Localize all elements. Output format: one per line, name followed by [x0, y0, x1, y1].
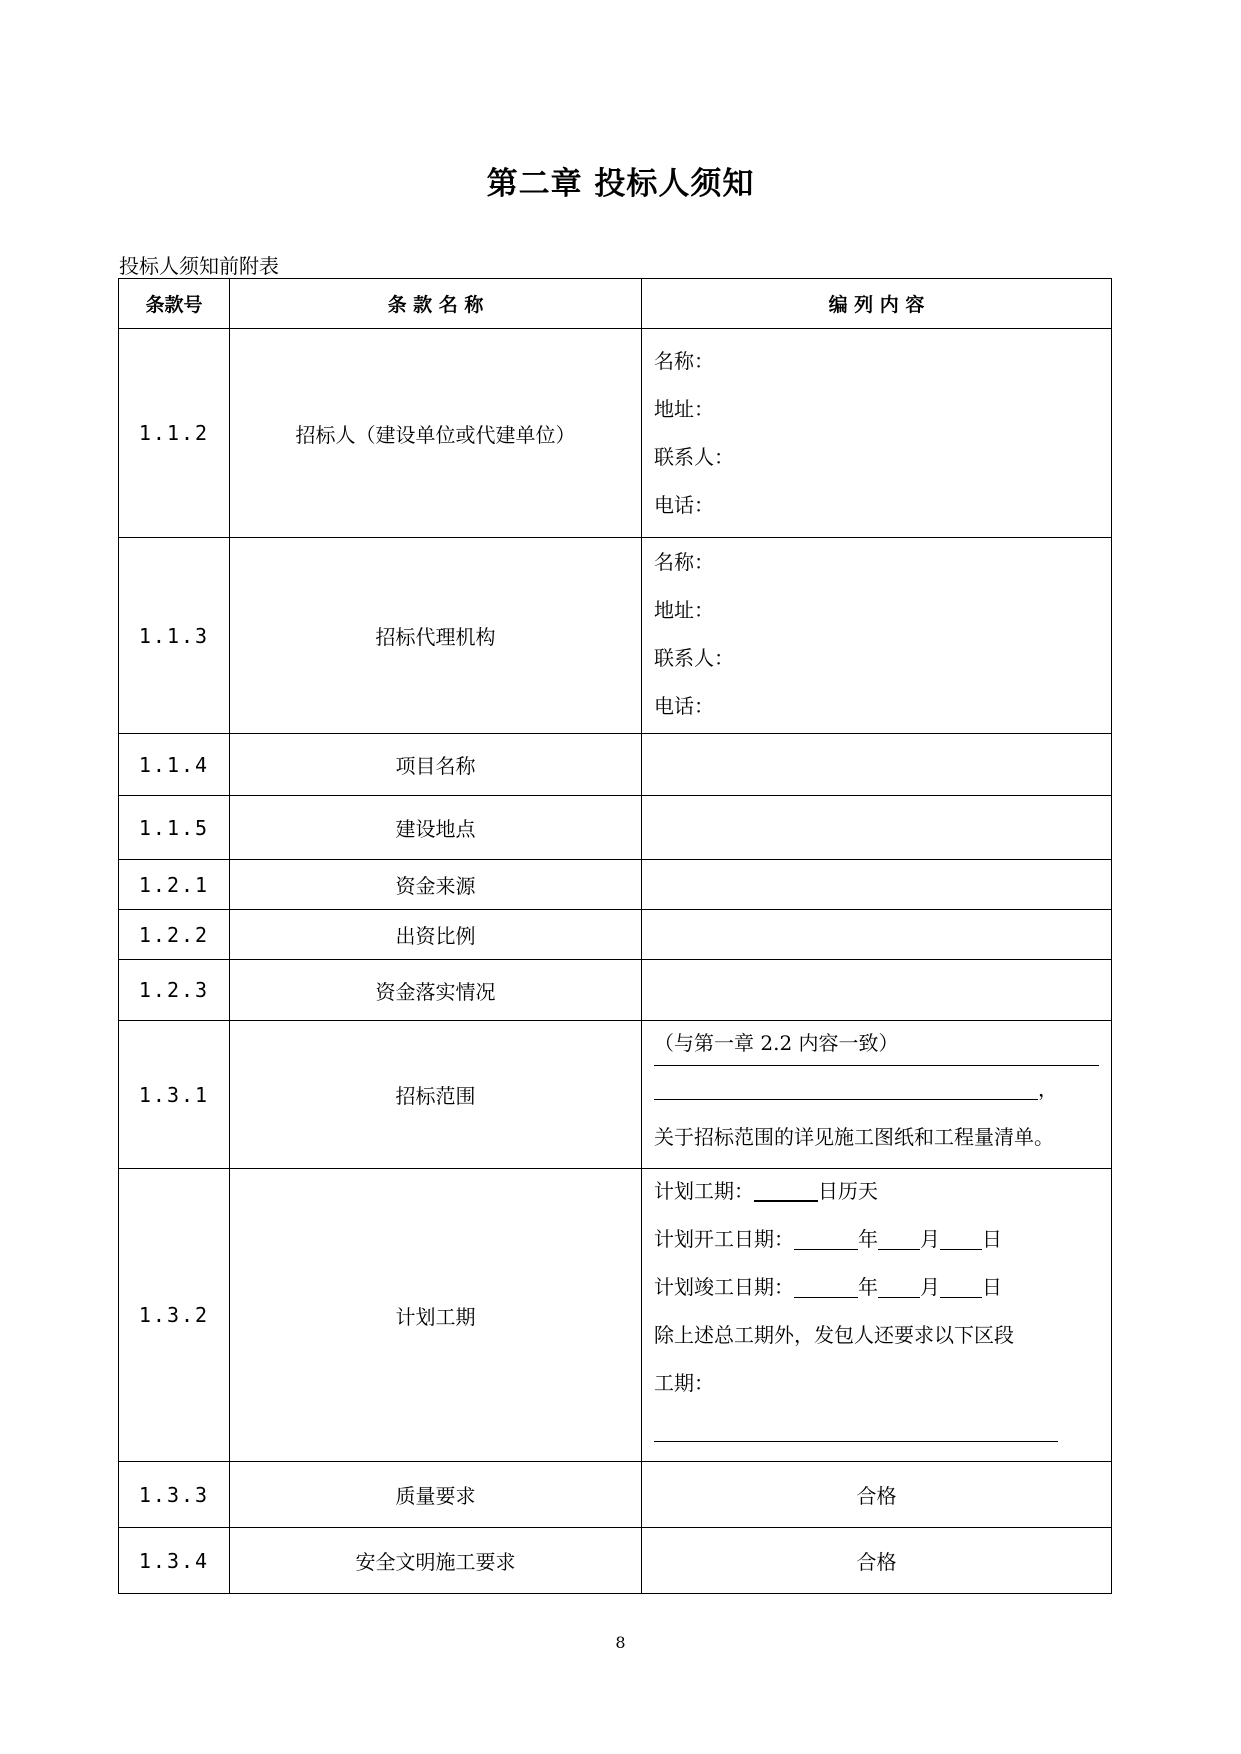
clause-content [642, 734, 1112, 796]
clause-name: 建设地点 [230, 796, 642, 860]
content-line: 名称： [654, 349, 714, 373]
blank-line [878, 1275, 920, 1298]
content-line: 电话： [654, 493, 714, 517]
table-row [119, 1462, 1112, 1528]
clause-number: 1.1.4 [119, 734, 230, 796]
content-line: 联系人： [654, 646, 734, 670]
clause-content [642, 1169, 1112, 1462]
content-line: 地址： [654, 397, 714, 421]
clause-name: 质量要求 [230, 1462, 642, 1528]
clause-number: 1.2.2 [119, 910, 230, 960]
start-date-label: 计划开工日期： [654, 1227, 794, 1251]
clause-content [642, 796, 1112, 860]
clause-content: 合格 [642, 1462, 1112, 1528]
clause-content [642, 960, 1112, 1021]
table-row [119, 1169, 1112, 1462]
table-row [119, 1528, 1112, 1594]
page-title: 第二章 投标人须知 [486, 166, 755, 202]
table-row [119, 329, 1112, 538]
clause-number: 1.2.3 [119, 960, 230, 1021]
content-line: 除上述总工期外，发包人还要求以下区段 [654, 1323, 1014, 1347]
clause-name: 招标代理机构 [230, 538, 642, 734]
clause-number: 1.1.3 [119, 538, 230, 734]
content-line: 关于招标范围的详见施工图纸和工程量清单。 [654, 1125, 1054, 1149]
clause-name: 出资比例 [230, 910, 642, 960]
table-row [119, 538, 1112, 734]
table-row [119, 734, 1112, 796]
clause-number: 1.3.3 [119, 1462, 230, 1528]
bidder-instructions-table [118, 278, 1112, 1594]
table-row [119, 860, 1112, 910]
clause-number: 1.3.1 [119, 1021, 230, 1169]
page-number: 8 [615, 1633, 626, 1652]
day-label: 日 [982, 1227, 1002, 1251]
clause-content [642, 1021, 1112, 1169]
table-caption: 投标人须知前附表 [119, 254, 279, 278]
blank-line [940, 1227, 982, 1250]
content-line: 地址： [654, 598, 714, 622]
duration-unit: 日历天 [818, 1179, 878, 1203]
clause-content [642, 910, 1112, 960]
duration-label: 计划工期： [654, 1179, 754, 1203]
content-line: 联系人： [654, 445, 734, 469]
clause-name: 资金来源 [230, 860, 642, 910]
clause-content [642, 860, 1112, 910]
clause-name: 计划工期 [230, 1169, 642, 1462]
content-line: 名称： [654, 550, 714, 574]
table-row [119, 910, 1112, 960]
scope-reference: （与第一章 2.2 内容一致） [654, 1021, 1099, 1066]
blank-line [794, 1275, 858, 1298]
year-label: 年 [858, 1275, 878, 1299]
clause-name: 招标人（建设单位或代建单位） [230, 329, 642, 538]
content-line: ， [1038, 1077, 1058, 1101]
clause-number: 1.2.1 [119, 860, 230, 910]
blank-line [754, 1178, 818, 1202]
header-clause-name: 条 款 名 称 [230, 279, 642, 329]
blank-line [940, 1275, 982, 1298]
clause-number: 1.3.2 [119, 1169, 230, 1462]
clause-content [642, 329, 1112, 538]
blank-line [794, 1227, 858, 1250]
year-label: 年 [858, 1227, 878, 1251]
end-date-label: 计划竣工日期： [654, 1275, 794, 1299]
table-row [119, 960, 1112, 1021]
header-content: 编 列 内 容 [642, 279, 1112, 329]
clause-name: 项目名称 [230, 734, 642, 796]
blank-line [654, 1419, 1058, 1442]
clause-number: 1.3.4 [119, 1528, 230, 1594]
clause-name: 招标范围 [230, 1021, 642, 1169]
table-row [119, 1021, 1112, 1169]
table-header-row [119, 279, 1112, 329]
blank-line [878, 1227, 920, 1250]
day-label: 日 [982, 1275, 1002, 1299]
table-row [119, 796, 1112, 860]
clause-content [642, 538, 1112, 734]
clause-name: 资金落实情况 [230, 960, 642, 1021]
clause-name: 安全文明施工要求 [230, 1528, 642, 1594]
header-clause-number: 条款号 [119, 279, 230, 329]
clause-content: 合格 [642, 1528, 1112, 1594]
month-label: 月 [920, 1227, 940, 1251]
blank-line [654, 1077, 1038, 1100]
month-label: 月 [920, 1275, 940, 1299]
clause-number: 1.1.2 [119, 329, 230, 538]
clause-number: 1.1.5 [119, 796, 230, 860]
content-line: 工期： [654, 1371, 714, 1395]
content-line: 电话： [654, 694, 714, 718]
